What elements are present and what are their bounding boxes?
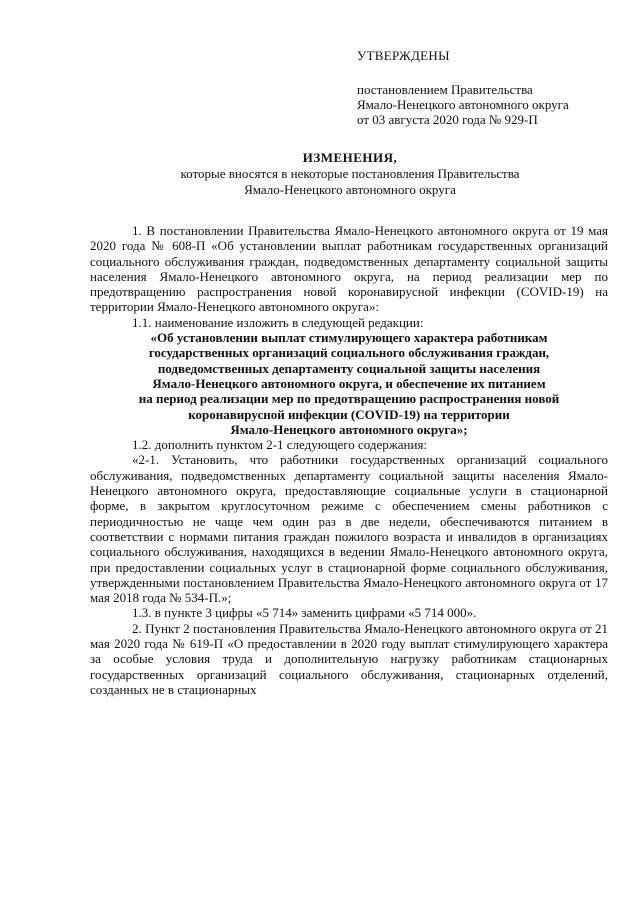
subitem-1-2: 1.2. дополнить пунктом 2-1 следующего содержания: bbox=[132, 437, 428, 453]
approval-word: УТВЕРЖДЕНЫ bbox=[357, 48, 450, 63]
new-title-line: коронавирусной инфекции (COVID-19) на территории bbox=[188, 406, 510, 422]
paragraph-1: 1. В постановлении Правительства Ямало-Ненецкого автономного округа от 19 мая 2020 года № 608-П «Об установлении выплат работникам государственных организаций социального обслуживания граждан, подведомственных департаменту социальной защиты населения Ямало-Ненецкого автономного округа, на период реализации мер по предотвращению распространения новой коронавирусной инфекции (COVID-19) на территории Ямало-Ненецкого автономного округа»: bbox=[90, 223, 608, 315]
new-title-line: Ямало-Ненецкого автономного округа, и обеспечение их питанием bbox=[152, 375, 546, 391]
new-title-line: «Об установлении выплат стимулирующего характера работникам bbox=[150, 330, 548, 346]
document-subtitle-line: которые вносятся в некоторые постановления Правительства bbox=[180, 166, 520, 181]
document-title: ИЗМЕНЕНИЯ, bbox=[302, 150, 398, 165]
new-title-block bbox=[90, 330, 608, 437]
document-body bbox=[90, 223, 608, 697]
subitem-1-1: 1.1. наименование изложить в следующей редакции: bbox=[132, 314, 424, 330]
new-title-line: Ямало-Ненецкого автономного округа»; bbox=[230, 421, 468, 437]
clause-2-1: «2-1. Установить, что работники государственных организаций социального обслуживания, подведомственных департаменту социальной защиты населения Ямало-Ненецкого автономного округа, предоставляющие социальные услуги в стационарной форме, в закрытом круглосуточном режиме с обеспечением смены работников с периодичностью не чаще чем один раз в две недели, обеспечиваются питанием в соответствии с нормами питания граждан пожилого возраста и инвалидов в организациях социального обслуживания, находящихся в ведении Ямало-Ненецкого автономного округа, при предоставлении социальных услуг в стационарной форме социального обслуживания, утвержденными постановлением Правительства Ямало-Ненецкого автономного округа от 17 мая 2018 года № 534-П.»; bbox=[90, 452, 608, 606]
subitem-1-3: 1.3. в пункте 3 цифры «5 714» заменить цифрами «5 714 000». bbox=[132, 605, 477, 621]
document-subtitle-line: Ямало-Ненецкого автономного округа bbox=[244, 182, 456, 197]
approval-line: Ямало-Ненецкого автономного округа bbox=[357, 97, 569, 112]
paragraph-2: 2. Пункт 2 постановления Правительства Ямало-Ненецкого автономного округа от 21 мая 2020 года № 619-П «О предоставлении в 2020 году выплат стимулирующего характера за особые условия труда и дополнительную нагрузку работникам стационарных государственных организаций социального обслуживания, стационарных отделений, созданных не в стационарных bbox=[90, 620, 608, 697]
document-heading bbox=[90, 150, 610, 198]
approval-block bbox=[357, 48, 627, 127]
new-title-line: на период реализации мер по предотвращению распространения новой bbox=[138, 391, 560, 407]
approval-line: постановлением Правительства bbox=[357, 82, 533, 97]
new-title-line: государственных организаций социального обслуживания граждан, bbox=[148, 345, 550, 361]
approval-line: от 03 августа 2020 года № 929-П bbox=[357, 112, 538, 127]
new-title-line: подведомственных департаменту социальной защиты населения bbox=[157, 360, 541, 376]
